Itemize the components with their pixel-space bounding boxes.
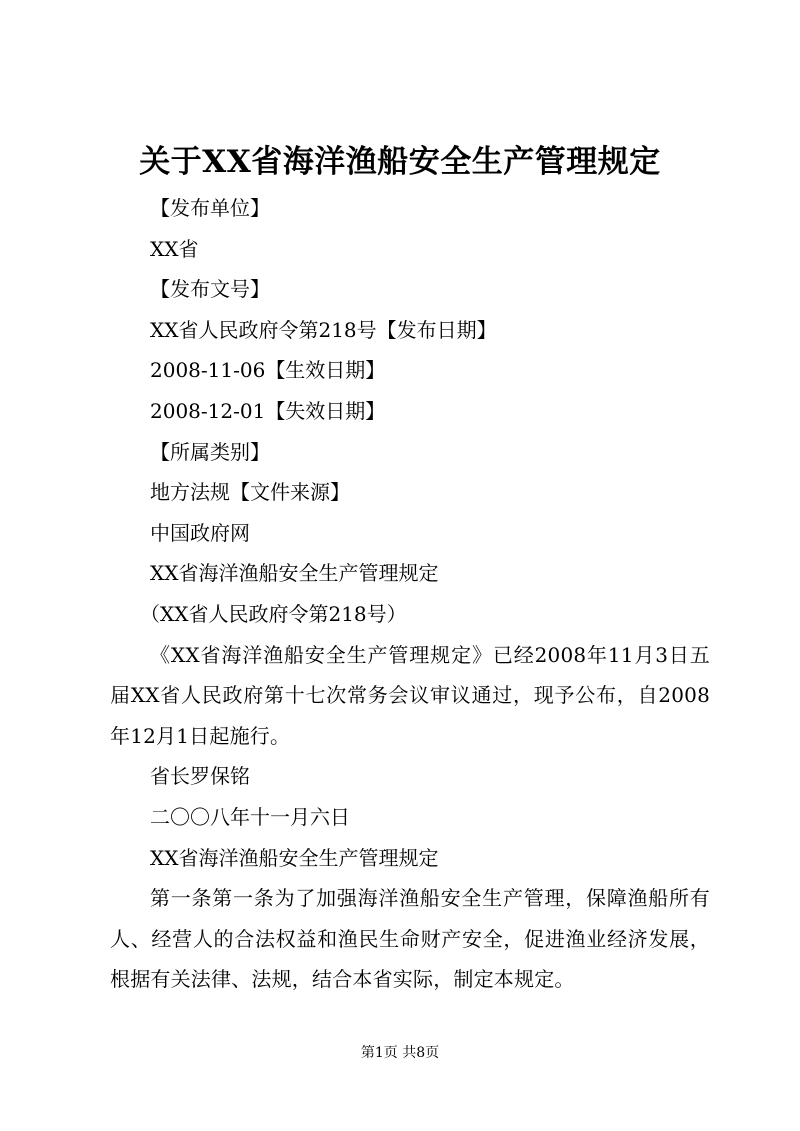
regulation-heading: XX省海洋渔船安全生产管理规定 [150,561,439,586]
field-label-category: 【所属类别】 [150,439,270,464]
field-label-document-number: 【发布文号】 [150,277,270,302]
decree-number: （XX省人民政府令第218号） [140,601,407,626]
field-label-publisher: 【发布单位】 [150,196,270,220]
field-value-document-number: XX省人民政府令第218号【发布日期】 [150,317,497,342]
signatory: 省长罗保铭 [150,764,250,789]
field-value-category: 地方法规【文件来源】 [150,480,350,505]
field-value-publisher: XX省 [150,236,199,261]
regulation-heading-repeat: XX省海洋渔船安全生产管理规定 [150,845,439,870]
signing-date: 二〇〇八年十一月六日 [150,804,350,829]
field-value-source: 中国政府网 [150,520,250,545]
document-body [110,188,710,1000]
announcement-paragraph: 《XX省海洋渔船安全生产管理规定》已经2008年11月3日五届XX省人民政府第十七次常务会议审议通过，现予公布，自2008年12月1日起施行。 [110,642,710,748]
field-value-publish-date: 2008-11-06【生效日期】 [150,358,386,383]
page-number-footer: 第1页 共8页 [360,1045,440,1061]
article-one-paragraph: 第一条第一条为了加强海洋渔船安全生产管理，保障渔船所有人、经营人的合法权益和渔民生命财产安全，促进渔业经济发展，根据有关法律、法规，结合本省实际，制定本规定。 [110,886,710,992]
field-value-effective-date: 2008-12-01【失效日期】 [150,398,386,423]
document-title: 关于XX省海洋渔船安全生产管理规定 [139,144,661,180]
